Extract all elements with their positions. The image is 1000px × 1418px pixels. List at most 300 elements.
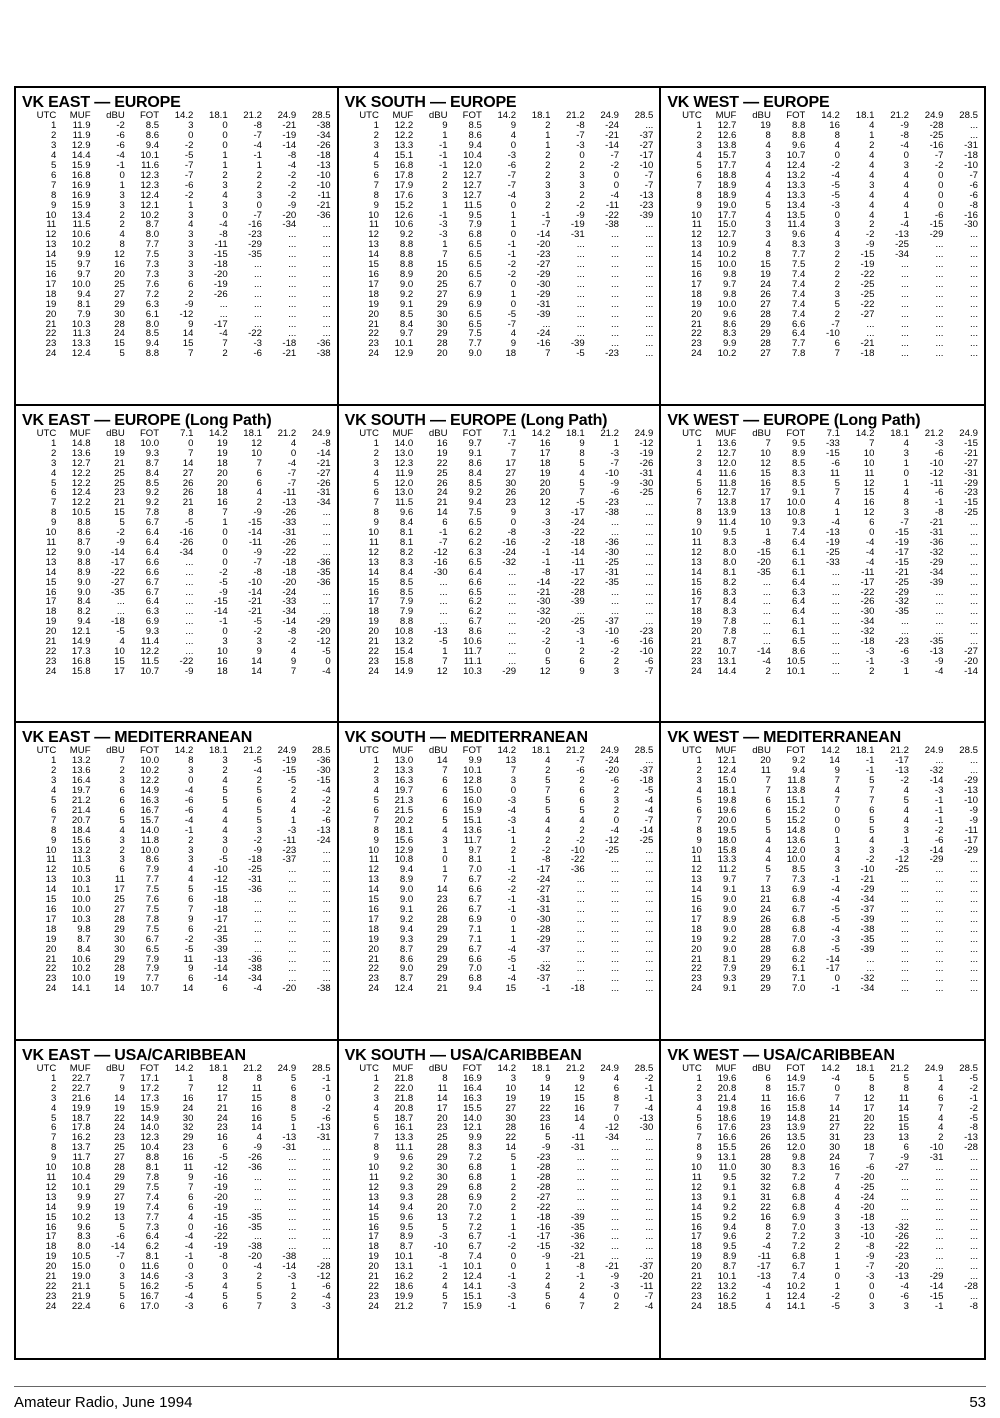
table-cell: 0 xyxy=(613,1291,620,1302)
table-row xyxy=(345,1232,654,1242)
table-cell: 24 xyxy=(45,984,57,995)
table-cell: 4 xyxy=(696,151,702,162)
table-cell: 6.5 xyxy=(468,250,482,261)
column-header: FOT xyxy=(139,428,160,439)
table-cell: ... xyxy=(900,924,909,935)
table-cell: -4 xyxy=(287,458,297,469)
table-cell: -10 xyxy=(639,646,654,657)
column-header: 21.2 xyxy=(566,111,585,121)
table-cell: 7.4 xyxy=(792,299,806,310)
table-cell: 13.3 xyxy=(394,766,414,777)
table-cell: 9.3 xyxy=(399,934,414,945)
table-cell: 6.7 xyxy=(468,617,482,628)
table-cell: 1 xyxy=(510,1163,517,1173)
table-cell: ... xyxy=(969,1172,978,1183)
table-cell: 13 xyxy=(691,557,702,568)
table-cell: 4 xyxy=(903,488,909,499)
table-cell: 7.4 xyxy=(792,270,806,280)
table-cell: 9 xyxy=(188,964,194,975)
table-cell: ... xyxy=(253,944,262,955)
table-cell: ... xyxy=(322,230,331,241)
table-row xyxy=(22,1084,331,1094)
table-cell: ... xyxy=(645,319,654,330)
table-cell: 4 xyxy=(222,825,228,836)
table-cell: -11 xyxy=(248,537,262,548)
table-cell: 20 xyxy=(45,309,57,320)
table-cell: 5 xyxy=(290,1073,297,1084)
table-cell: 14 xyxy=(436,508,448,519)
table-cell: 11.3 xyxy=(72,855,91,866)
table-cell: -26 xyxy=(282,508,297,519)
table-cell: -12 xyxy=(895,855,909,866)
table-row xyxy=(345,121,654,131)
table-cell: -13 xyxy=(639,190,654,201)
table-row xyxy=(345,588,654,598)
table-cell: 7.4 xyxy=(792,1272,806,1282)
table-cell: 15 xyxy=(114,656,125,667)
table-cell: ... xyxy=(288,1212,297,1223)
table-cell: 5 xyxy=(373,796,379,806)
table-cell: 2 xyxy=(222,349,228,360)
table-row xyxy=(667,1223,978,1233)
table-cell: 11 xyxy=(46,537,57,548)
table-cell: -2 xyxy=(322,805,331,816)
table-cell: 7 xyxy=(869,1153,875,1164)
table-cell: 4 xyxy=(256,1133,262,1144)
table-cell: 7.4 xyxy=(792,309,806,320)
table-cell: -1 xyxy=(934,796,944,806)
table-row xyxy=(345,1114,654,1124)
table-cell: 17 xyxy=(691,914,702,925)
table-cell: 4 xyxy=(119,637,125,647)
table-cell: 2 xyxy=(510,1202,517,1213)
table-cell: 0 xyxy=(325,656,331,667)
table-cell: -13 xyxy=(639,1113,654,1124)
table-cell: 7.3 xyxy=(145,260,160,270)
table-cell: -4 xyxy=(644,796,654,806)
table-cell: 2 xyxy=(373,766,379,777)
table-cell: -1 xyxy=(831,875,840,886)
table-cell: ... xyxy=(288,885,297,896)
table-cell: -1 xyxy=(439,210,448,221)
table-row xyxy=(667,1193,978,1203)
table-cell: -14 xyxy=(929,845,944,856)
table-cell: -36 xyxy=(248,954,262,965)
table-cell: -30 xyxy=(639,478,654,489)
table-cell: -4 xyxy=(507,944,517,955)
table-cell: -5 xyxy=(219,1153,228,1164)
table-cell: ... xyxy=(969,627,978,638)
table-cell: 3 xyxy=(119,855,125,866)
table-cell: -29 xyxy=(248,240,262,251)
table-cell: 8.8 xyxy=(399,260,414,270)
table-cell: 3 xyxy=(613,796,620,806)
table-cell: -34 xyxy=(316,131,331,142)
table-row xyxy=(22,984,331,994)
table-cell: ... xyxy=(322,1153,331,1164)
table-cell: -6 xyxy=(253,349,262,360)
table-cell: -14 xyxy=(316,448,331,459)
table-cell: ... xyxy=(322,1163,331,1173)
table-cell: 12.0 xyxy=(786,1143,806,1154)
table-cell: 16 xyxy=(45,1222,57,1233)
table-row xyxy=(667,290,978,300)
table-cell: 8.1 xyxy=(145,1163,160,1173)
table-cell: -3 xyxy=(439,230,448,241)
table-cell: -2 xyxy=(219,567,228,578)
table-cell: 9.0 xyxy=(399,885,414,896)
table-cell: 2 xyxy=(869,666,875,677)
table-cell: 7 xyxy=(765,786,771,797)
table-row xyxy=(345,201,654,211)
table-cell: 3 xyxy=(373,141,379,152)
table-cell: 25 xyxy=(114,1143,125,1154)
table-cell: ... xyxy=(831,597,840,608)
table-cell: 26 xyxy=(436,478,448,489)
table-cell: 23 xyxy=(691,339,702,350)
table-cell: 19.6 xyxy=(717,805,737,816)
table-cell: ... xyxy=(900,895,909,905)
table-cell: 14.8 xyxy=(71,438,91,449)
table-cell: 11 xyxy=(252,1083,262,1094)
table-cell: ... xyxy=(969,954,978,965)
table-cell: ... xyxy=(576,974,585,985)
table-header-row xyxy=(345,1064,654,1074)
column-header: 18.1 xyxy=(855,746,875,756)
table-cell: -4 xyxy=(507,974,517,985)
table-cell: 10.0 xyxy=(140,438,160,449)
table-row xyxy=(667,1173,978,1183)
table-cell: -12 xyxy=(213,1163,228,1173)
table-cell: -34 xyxy=(605,1133,620,1144)
column-header: UTC xyxy=(36,746,57,756)
table-cell: 11.9 xyxy=(72,121,91,132)
table-cell: -15 xyxy=(929,220,944,231)
table-row xyxy=(22,459,331,469)
table-cell: ... xyxy=(288,865,297,876)
table-cell: -12 xyxy=(316,637,331,647)
table-cell: -5 xyxy=(831,914,840,925)
table-cell: 26 xyxy=(760,914,771,925)
table-cell: 10.0 xyxy=(71,905,91,915)
table-cell: 16 xyxy=(251,1113,262,1124)
table-cell: 11 xyxy=(46,855,57,866)
column-header: FOT xyxy=(462,428,482,439)
table-cell: 7 xyxy=(188,1182,194,1193)
table-cell: -35 xyxy=(110,587,125,598)
table-cell: 5 xyxy=(373,478,379,489)
table-cell: 4 xyxy=(696,468,702,479)
table-row xyxy=(22,469,331,479)
table-cell: 13 xyxy=(760,885,771,896)
table-cell: 10.7 xyxy=(140,984,160,995)
table-cell: 15.7 xyxy=(717,151,737,162)
table-cell: -7 xyxy=(184,170,194,181)
table-cell: -7 xyxy=(439,537,448,548)
table-cell: ... xyxy=(969,855,978,866)
table-cell: 10 xyxy=(691,845,702,856)
table-cell: -19 xyxy=(826,537,840,548)
table-cell: 6.7 xyxy=(468,944,482,955)
table-cell: 11.5 xyxy=(72,220,91,231)
table-cell: 23 xyxy=(539,1113,551,1124)
table-cell: 4 xyxy=(834,1182,840,1193)
table-cell: -2 xyxy=(116,121,125,132)
table-cell: 7.7 xyxy=(468,339,482,350)
table-cell: 3 xyxy=(869,1301,875,1312)
table-cell: -1 xyxy=(507,865,517,876)
table-cell: ... xyxy=(288,1202,297,1213)
table-cell: -8 xyxy=(219,230,228,241)
table-cell: -1 xyxy=(439,161,448,171)
table-cell: 17.7 xyxy=(717,161,737,171)
table-cell: 4 xyxy=(869,161,875,171)
table-cell: 1 xyxy=(510,220,517,231)
table-cell: -25 xyxy=(605,845,620,856)
table-row xyxy=(22,935,331,945)
table-cell: 15 xyxy=(368,1212,379,1223)
table-cell: ... xyxy=(288,1153,297,1164)
table-cell: 9.3 xyxy=(792,518,806,529)
table-cell: 5 xyxy=(765,825,771,836)
table-cell: -23 xyxy=(605,498,620,509)
table-cell: 2 xyxy=(442,170,448,181)
table-cell: 10 xyxy=(691,210,702,221)
table-cell: -26 xyxy=(282,537,297,548)
table-cell: 0 xyxy=(222,537,228,548)
table-cell: ... xyxy=(645,885,654,896)
table-cell: 10 xyxy=(760,448,771,459)
table-cell: 2 xyxy=(50,1083,57,1094)
table-cell: -5 xyxy=(253,617,262,628)
table-row xyxy=(667,786,978,796)
table-cell: 14.4 xyxy=(717,666,737,677)
table-cell: -17 xyxy=(860,577,875,588)
table-cell: 10 xyxy=(691,528,702,538)
table-cell: 10.7 xyxy=(786,151,806,162)
column-header: UTC xyxy=(359,428,379,439)
column-header: UTC xyxy=(36,111,57,121)
table-cell: 8.1 xyxy=(145,1252,160,1263)
table-cell: 4 xyxy=(765,845,771,856)
table-cell: ... xyxy=(935,1232,944,1243)
table-row xyxy=(667,935,978,945)
table-cell: 7 xyxy=(188,448,194,459)
table-cell: 29 xyxy=(436,924,448,935)
table-cell: ... xyxy=(645,518,654,529)
table-cell: -36 xyxy=(316,577,331,588)
table-cell: 11 xyxy=(829,468,840,479)
table-cell: 7 xyxy=(442,875,448,886)
table-cell: -23 xyxy=(639,200,654,211)
table-cell: 1 xyxy=(50,121,57,132)
table-cell: 8 xyxy=(579,448,585,459)
table-cell: ... xyxy=(645,1143,654,1154)
table-cell: 16 xyxy=(114,260,125,270)
table-cell: 18 xyxy=(863,1143,875,1154)
table-cell: ... xyxy=(322,1143,331,1154)
table-cell: -7 xyxy=(507,319,517,330)
table-cell: -11 xyxy=(317,190,331,201)
table-cell: -7 xyxy=(900,518,909,529)
table-cell: -1 xyxy=(322,1073,331,1084)
table-cell: 8.7 xyxy=(399,1242,414,1253)
table-cell: -2 xyxy=(610,161,620,171)
table-cell: 9.3 xyxy=(145,448,160,459)
table-cell: 16.6 xyxy=(717,1133,737,1144)
table-cell: 13 xyxy=(45,1192,57,1203)
table-cell: 13.3 xyxy=(394,141,414,152)
table-cell: 7 xyxy=(579,1301,585,1312)
table-cell: 8.6 xyxy=(145,855,160,866)
table-cell: 9.7 xyxy=(723,279,737,290)
table-cell: ... xyxy=(831,577,840,588)
table-cell: ... xyxy=(253,1192,262,1203)
table-cell: ... xyxy=(576,1202,585,1213)
table-cell: 6 xyxy=(256,468,262,479)
table-cell: 4 xyxy=(765,240,771,251)
table-row xyxy=(22,260,331,270)
table-cell: -4 xyxy=(253,1262,262,1273)
panel-title: VK SOUTH — EUROPE (Long Path) xyxy=(344,411,608,429)
table-cell: 15.5 xyxy=(717,1143,737,1154)
table-cell: ... xyxy=(900,260,909,270)
table-row xyxy=(667,449,978,459)
table-cell: 7.8 xyxy=(723,627,737,638)
table-cell: 12 xyxy=(251,438,262,449)
table-cell: 14.0 xyxy=(140,825,160,836)
table-cell: -23 xyxy=(639,627,654,638)
table-cell: 9.2 xyxy=(399,289,414,300)
table-cell: -5 xyxy=(184,151,194,162)
table-row xyxy=(667,320,978,330)
table-cell: 1 xyxy=(696,1073,702,1084)
table-cell: 6 xyxy=(579,656,585,667)
table-cell: 22 xyxy=(539,1103,551,1114)
table-cell: 16.9 xyxy=(71,190,91,201)
table-row xyxy=(667,1272,978,1282)
table-cell: 0 xyxy=(510,786,517,797)
table-cell: ... xyxy=(645,289,654,300)
table-cell: 5 xyxy=(696,161,702,171)
table-cell: 1 xyxy=(510,289,517,300)
table-cell: 22 xyxy=(760,1202,771,1213)
table-cell: -15 xyxy=(213,1212,228,1223)
table-cell: ... xyxy=(611,875,620,886)
table-cell: 19.9 xyxy=(71,1103,91,1114)
table-cell: -14 xyxy=(248,528,262,538)
table-cell: 8.3 xyxy=(792,468,806,479)
table-cell: -27 xyxy=(536,1192,551,1203)
table-cell: 9.0 xyxy=(399,895,414,905)
table-cell: 19 xyxy=(45,1252,57,1263)
table-cell: 14 xyxy=(436,756,448,767)
table-cell: 1 xyxy=(290,1281,297,1292)
table-cell: ... xyxy=(969,309,978,320)
table-cell: -35 xyxy=(248,1212,262,1223)
table-cell: 15.5 xyxy=(463,1103,482,1114)
table-cell: 1 xyxy=(442,865,448,876)
propagation-panel xyxy=(339,723,662,1041)
table-cell: ... xyxy=(935,299,944,310)
table-cell: 16.9 xyxy=(463,1073,482,1084)
table-cell: 8.5 xyxy=(468,478,482,489)
table-cell: ... xyxy=(935,587,944,598)
table-cell: 2 xyxy=(545,121,551,132)
table-cell: -20 xyxy=(860,1202,875,1213)
table-cell: 0 xyxy=(510,518,517,529)
table-cell: -37 xyxy=(639,766,654,777)
table-cell: -10 xyxy=(929,1143,944,1154)
table-cell: ... xyxy=(935,349,944,360)
table-row xyxy=(667,855,978,865)
table-cell: 10.4 xyxy=(71,1172,91,1183)
table-cell: 14 xyxy=(691,567,702,578)
table-cell: 7 xyxy=(222,339,228,350)
table-row xyxy=(345,1262,654,1272)
table-cell: 6.9 xyxy=(468,289,482,300)
table-cell: 21.9 xyxy=(71,1291,91,1302)
table-row xyxy=(22,329,331,339)
table-cell: 9.7 xyxy=(77,260,91,270)
table-cell: 9.0 xyxy=(723,944,737,955)
column-header: MUF xyxy=(392,1063,414,1074)
table-cell: 0 xyxy=(222,210,228,221)
table-cell: 6.3 xyxy=(468,547,482,558)
table-cell: -8 xyxy=(576,121,585,132)
table-cell: 18.4 xyxy=(71,825,91,836)
table-cell: 9.5 xyxy=(399,1222,414,1233)
table-cell: 21 xyxy=(691,1272,702,1282)
column-header: MUF xyxy=(69,1063,91,1074)
table-cell: ... xyxy=(288,309,297,320)
table-cell: -18 xyxy=(639,776,654,787)
table-cell: ... xyxy=(645,309,654,320)
table-cell: -16 xyxy=(929,141,944,152)
table-cell: 22 xyxy=(45,646,57,657)
table-cell: 6.6 xyxy=(468,954,482,965)
table-row xyxy=(667,1074,978,1084)
table-cell: ... xyxy=(611,309,620,320)
table-cell: 10.5 xyxy=(786,656,806,667)
table-cell: -10 xyxy=(248,577,262,588)
table-cell: 15.0 xyxy=(463,786,482,797)
table-cell: -3 xyxy=(184,1272,194,1282)
table-cell: ... xyxy=(900,1192,909,1203)
table-cell: 25 xyxy=(436,468,448,479)
table-cell: 32 xyxy=(760,1182,771,1193)
table-cell: 7.5 xyxy=(468,508,482,519)
table-cell: -3 xyxy=(184,1301,194,1312)
table-cell: 9 xyxy=(373,835,379,846)
column-header: 24.9 xyxy=(634,428,654,439)
table-cell: 17 xyxy=(691,597,702,608)
table-row xyxy=(345,597,654,607)
table-cell: 3 xyxy=(765,220,771,231)
column-header: 24.9 xyxy=(600,1063,620,1074)
table-cell: -30 xyxy=(536,597,551,608)
table-cell: 13 xyxy=(691,240,702,251)
table-cell: 3 xyxy=(50,458,57,469)
table-row xyxy=(345,1143,654,1153)
table-cell: 26 xyxy=(182,478,194,489)
table-cell: 6 xyxy=(579,786,585,797)
table-cell: -18 xyxy=(213,895,228,905)
table-cell: 5 xyxy=(442,1291,448,1302)
table-cell: 4 xyxy=(50,468,57,479)
table-cell: -31 xyxy=(316,1133,331,1144)
table-cell: 3 xyxy=(290,1301,297,1312)
